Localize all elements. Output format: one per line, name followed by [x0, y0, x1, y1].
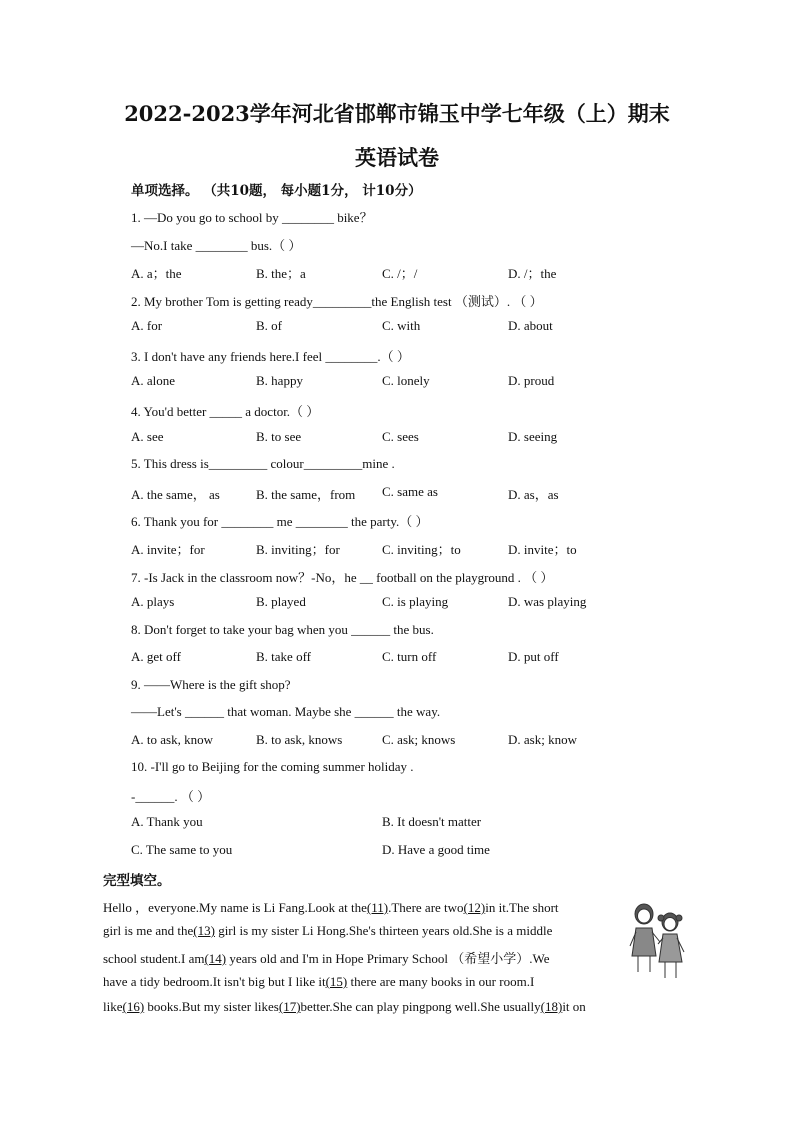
passage-line-4 — [103, 974, 628, 990]
option-4c: C. sees — [382, 429, 419, 444]
option-2a: A. for — [131, 318, 163, 333]
page-title: 2022-2023学年河北省邯郸市锦玉中学七年级（上）期末 — [124, 101, 670, 126]
passage-line-2 — [103, 923, 628, 939]
passage-text: girl is me and the — [103, 923, 194, 938]
option-7c: C. is playing — [382, 594, 449, 609]
passage-line-3 — [103, 948, 628, 967]
blank-17: (17) — [278, 999, 301, 1014]
option-6d: D. invite；to — [508, 542, 577, 557]
blank-18: (18) — [540, 999, 563, 1014]
passage-text: Hello ，everyone.My name is Li Fang.Look at the — [103, 900, 367, 915]
passage-text: it on — [562, 999, 586, 1014]
question-2: 2. My brother Tom is getting ready_________the English test （测试）. （ ） — [131, 294, 543, 309]
option-6c: C. inviting；to — [382, 542, 461, 557]
option-7b: B. played — [256, 594, 306, 609]
two-girls-illustration — [626, 900, 690, 984]
question-10-line2: -______. （ ） — [131, 789, 211, 804]
option-9c: C. ask; knows — [382, 732, 456, 747]
option-3d: D. proud — [508, 373, 555, 388]
option-4a: A. see — [131, 429, 164, 444]
passage-line-5 — [103, 999, 628, 1015]
option-4d: D. seeing — [508, 429, 558, 444]
question-9-line2: ——Let's ______ that woman. Maybe she ______ the way. — [131, 704, 441, 719]
option-5d: D. as，as — [508, 487, 559, 502]
option-3b: B. happy — [256, 373, 303, 388]
option-8d: D. put off — [508, 649, 559, 664]
option-8b: B. take off — [256, 649, 311, 664]
passage-text: books.But my sister likes — [144, 999, 279, 1014]
option-7d: D. was playing — [508, 594, 587, 609]
blank-16: (16) — [122, 999, 145, 1014]
option-5a: A. the same， as — [131, 487, 220, 502]
option-5c: C. same as — [382, 484, 438, 499]
option-10b: B. It doesn't matter — [382, 814, 482, 829]
blank-15: (15) — [325, 974, 348, 989]
passage-text: in it.The short — [485, 900, 559, 915]
blank-11: (11) — [366, 900, 389, 915]
option-10a: A. Thank you — [131, 814, 203, 829]
option-6a: A. invite；for — [131, 542, 205, 557]
passage-text: years old and I'm in Hope Primary School （希望小学）.We — [226, 951, 550, 966]
passage-text: like — [103, 999, 123, 1014]
option-9d: D. ask; know — [508, 732, 577, 747]
option-7a: A. plays — [131, 594, 175, 609]
section-heading-cloze: 完型填空。 — [103, 873, 171, 889]
option-10c: C. The same to you — [131, 842, 233, 857]
blank-13: (13) — [193, 923, 215, 938]
question-10: 10. -I'll go to Beijing for the coming summer holiday . — [131, 759, 414, 774]
question-8: 8. Don't forget to take your bag when you ______ the bus. — [131, 622, 434, 637]
option-1d: D. /；the — [508, 266, 557, 281]
passage-text: have a tidy bedroom.It isn't big but I like it — [103, 974, 326, 989]
page-subtitle: 英语试卷 — [355, 145, 439, 170]
option-2c: C. with — [382, 318, 421, 333]
option-9a: A. to ask, know — [131, 732, 213, 747]
question-5: 5. This dress is_________ colour_________mine . — [131, 456, 395, 471]
option-1b: B. the；a — [256, 266, 306, 281]
option-3a: A. alone — [131, 373, 176, 388]
passage-text: .There are two — [388, 900, 464, 915]
passage-text: there are many books in our room.I — [347, 974, 535, 989]
option-8c: C. turn off — [382, 649, 437, 664]
option-3c: C. lonely — [382, 373, 430, 388]
question-3: 3. I don't have any friends here.I feel ________.（ ） — [131, 349, 410, 364]
option-1a: A. a；the — [131, 266, 182, 281]
option-2b: B. of — [256, 318, 282, 333]
passage-text: school student.I am — [103, 951, 205, 966]
blank-14: (14) — [204, 951, 227, 966]
passage-text: better.She can play pingpong well.She usually — [300, 999, 541, 1014]
question-1: 1. —Do you go to school by ________ bike？ — [131, 210, 373, 225]
section-heading-single-choice: 单项选择。 （共10题， 每小题1分， 计10分） — [131, 183, 422, 199]
passage-line-1 — [103, 897, 628, 916]
option-5b: B. the same，from — [256, 487, 356, 502]
option-4b: B. to see — [256, 429, 302, 444]
option-2d: D. about — [508, 318, 553, 333]
option-8a: A. get off — [131, 649, 181, 664]
question-6: 6. Thank you for ________ me ________ the party.（ ） — [131, 514, 429, 529]
option-9b: B. to ask, knows — [256, 732, 343, 747]
blank-12: (12) — [463, 900, 486, 915]
question-1-line2: —No.I take ________ bus.（ ） — [131, 238, 302, 253]
option-10d: D. Have a good time — [382, 842, 490, 857]
question-7: 7. -Is Jack in the classroom now？-No，he __ football on the playground . （ ） — [131, 570, 554, 585]
passage-text: girl is my sister Li Hong.She's thirteen years old.She is a middle — [214, 923, 553, 938]
option-1c: C. /；/ — [382, 266, 418, 281]
question-9: 9. ——Where is the gift shop? — [131, 677, 291, 692]
question-4: 4. You'd better _____ a doctor.（ ） — [131, 404, 320, 419]
option-6b: B. inviting；for — [256, 542, 340, 557]
